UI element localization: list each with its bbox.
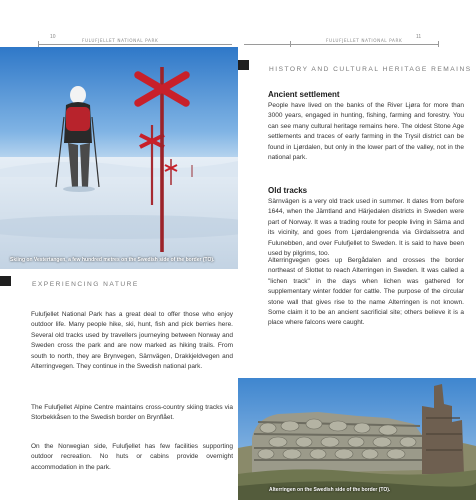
alterringen-photo	[238, 378, 476, 500]
section-marker	[238, 60, 249, 70]
left-running-head: FULUFJELLET NATIONAL PARK	[82, 38, 159, 43]
left-paragraph-1: Fulufjellet National Park has a great deal to offer those who enjoy outdoor life. Many people hike, ski, hunt, fish and pick berries here. Several old tracks used by travellers journeying between Norway and Sweden cross the park and are now marked as hiking trails. From south to north, they are Brynvegen, Särnvägen, Drakkjeldvegen and Alterringvegen. They continue in the Swedish national park.	[31, 311, 233, 371]
experiencing-nature-title: EXPERIENCING NATURE	[32, 281, 139, 288]
skiing-photo-caption: Skiing on Vestertangen, a few hundred metres on the Swedish side of the border (TO).	[10, 257, 215, 263]
left-paragraph-3: On the Norwegian side, Fulufjellet has few facilities supporting outdoor recreation. No huts or cabins provide overnight accommodation in the park.	[31, 443, 233, 471]
section-marker	[0, 276, 11, 286]
right-header-tick-end	[438, 41, 439, 47]
alterringen-photo-caption: Alterringen on the Swedish side of the border (TO).	[269, 487, 391, 493]
left-paragraph-2: The Fulufjellet Alpine Centre maintains cross-country skiing tracks via Storbekkåsen to the Swedish border on Brynflået.	[31, 404, 233, 422]
skiing-photo-image	[0, 47, 238, 269]
alterringen-photo-image	[238, 378, 476, 500]
right-header-rule	[244, 44, 438, 45]
left-page-number: 10	[50, 34, 56, 40]
old-tracks-text-1: Särnvägen is a very old track used in summer. It dates from before 1644, when the Jämtland and Härjedalen districts in Sweden were part of Norway. It was a trading route for people living in Särna and its vicinity, and goes from Ljørdalengrenda via Girdalssetra and Fulunebben, and over Fulufjellet to Sweden. It is said to have been used by pilgrims, too.	[268, 198, 464, 258]
right-running-head: FULUFJELLET NATIONAL PARK	[326, 38, 403, 43]
right-header-tick	[290, 41, 291, 47]
ancient-settlement-heading: Ancient settlement	[268, 90, 340, 99]
left-header-rule	[38, 44, 232, 45]
ancient-settlement-text: People have lived on the banks of the River Ljøra for more than 3000 years, engaged in hunting, fishing, farming and forestry. You can see many cultural heritage remains here. The oldest Stone Age settlements and traces of early farming in the Trysil district can be found in Ljørdalen, but only in the lower part of the valley, not in the national park.	[268, 102, 464, 162]
history-title: HISTORY AND CULTURAL HERITAGE REMAINS	[269, 66, 472, 73]
right-page-number: 11	[416, 34, 422, 40]
old-tracks-text-2: Alterringvegen goes up Bergådalen and crosses the border northeast of Slottet to reach Alterringen in Sweden. It was called a "lichen track" in the days when lichen was gathered for supplementary winter fodder for cattle. The purpose of the circular stone wall that gives rise to the name Alterringen is not known. Some claim it to be an ancient sacrificial site; others believe it is a place where falcons were caught.	[268, 257, 464, 327]
old-tracks-heading: Old tracks	[268, 186, 308, 195]
skiing-photo	[0, 47, 238, 269]
